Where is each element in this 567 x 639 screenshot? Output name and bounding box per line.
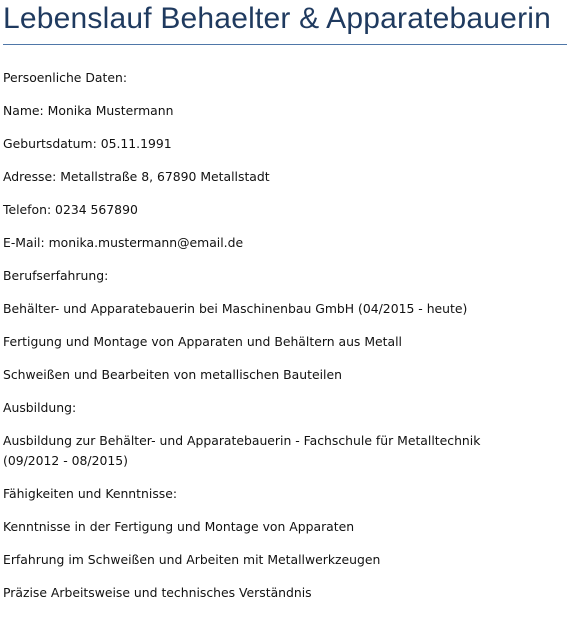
section-heading-experience: Berufserfahrung: [3,268,109,283]
personal-phone: Telefon: 0234 567890 [3,202,138,217]
section-heading-personal: Persoenliche Daten: [3,70,128,85]
skill-item: Kenntnisse in der Fertigung und Montage von Apparaten [3,519,355,534]
personal-name: Name: Monika Mustermann [3,103,174,118]
personal-address: Adresse: Metallstraße 8, 67890 Metallstadt [3,169,270,184]
section-heading-education: Ausbildung: [3,400,77,415]
section-heading-skills: Fähigkeiten und Kenntnisse: [3,486,178,501]
experience-task: Fertigung und Montage von Apparaten und Behältern aus Metall [3,334,402,349]
document-title: Lebenslauf Behaelter & Apparatebauerin [3,2,552,35]
document-body [3,68,563,603]
personal-email: E-Mail: monika.mustermann@email.de [3,235,244,250]
education-entry: Ausbildung zur Behälter- und Apparatebauerin - Fachschule für Metalltechnik (09/2012 - 08/2015) [3,433,481,468]
skill-item: Präzise Arbeitsweise und technisches Verständnis [3,585,312,600]
experience-task: Schweißen und Bearbeiten von metallischen Bauteilen [3,367,342,382]
skill-item: Erfahrung im Schweißen und Arbeiten mit Metallwerkzeugen [3,552,381,567]
title-divider [3,44,567,45]
experience-position: Behälter- und Apparatebauerin bei Maschinenbau GmbH (04/2015 - heute) [3,301,468,316]
personal-birthdate: Geburtsdatum: 05.11.1991 [3,136,172,151]
